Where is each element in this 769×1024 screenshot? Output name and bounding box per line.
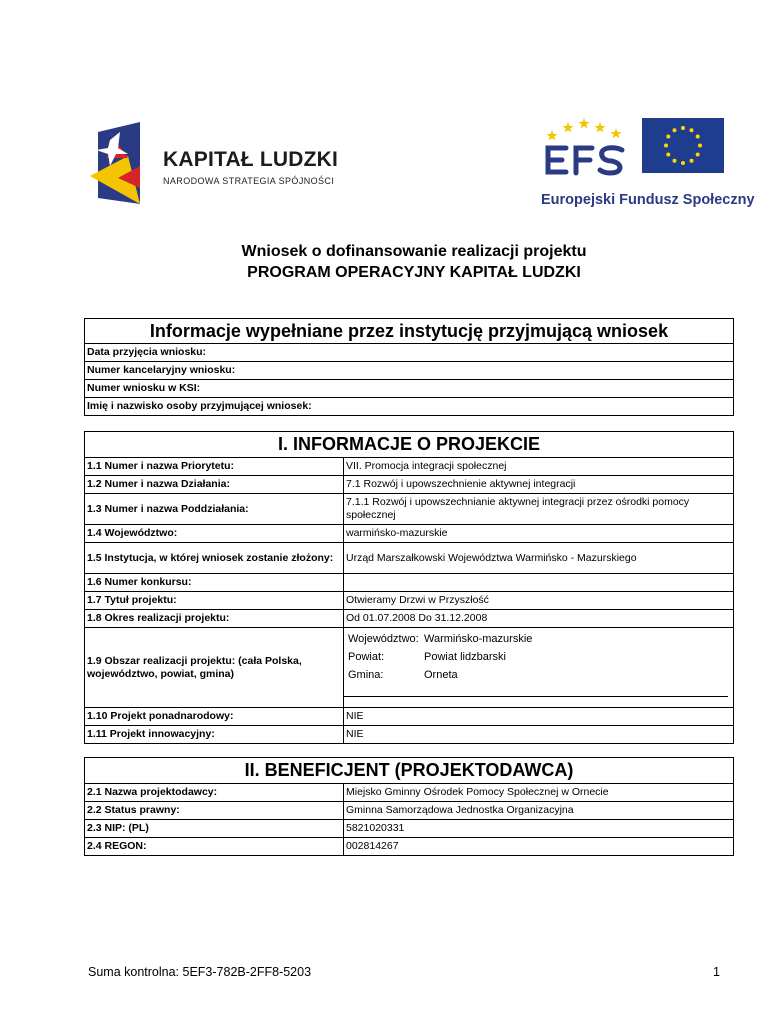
project-info-header: I. INFORMACJE O PROJEKCIE (85, 432, 734, 458)
table-row (85, 820, 734, 838)
commune-line (348, 669, 458, 682)
table-row (85, 784, 734, 802)
commune-key: Gmina: (348, 669, 384, 681)
beneficiary-table (84, 757, 734, 856)
receipt-date-label: Data przyjęcia wniosku: (85, 344, 734, 362)
row-value: 5821020331 (344, 820, 734, 838)
efs-logo (540, 116, 630, 180)
kapital-ludzki-title: KAPITAŁ LUDZKI (163, 148, 339, 171)
row-label: 1.2 Numer i nazwa Działania: (85, 476, 344, 494)
page-number: 1 (713, 965, 720, 979)
institution-table (84, 318, 734, 416)
row-value: Otwieramy Drzwi w Przyszłość (344, 592, 734, 610)
row-value (344, 574, 734, 592)
row-value: 7.1 Rozwój i upowszechnienie aktywnej integracji (344, 476, 734, 494)
row-value: warmińsko-mazurskie (344, 525, 734, 543)
row-value: NIE (344, 708, 734, 726)
row-label: 1.5 Instytucja, w której wniosek zostanie złożony: (85, 543, 344, 574)
institution-header: Informacje wypełniane przez instytucję przyjmującą wniosek (85, 319, 734, 344)
voivodeship-value: Warmińsko-mazurskie (424, 633, 533, 645)
table-row (85, 610, 734, 628)
kapital-ludzki-subtitle: NARODOWA STRATEGIA SPÓJNOŚCI (163, 176, 335, 186)
row-value: NIE (344, 726, 734, 744)
row-value: 7.1.1 Rozwój i upowszechnianie aktywnej integracji przez ośrodki pomocy społecznej (344, 494, 734, 525)
row-value: Od 01.07.2008 Do 31.12.2008 (344, 610, 734, 628)
project-info-table (84, 431, 734, 744)
row-label: 2.3 NIP: (PL) (85, 820, 344, 838)
voivodeship-line (348, 633, 532, 646)
table-row (85, 574, 734, 592)
ksi-number-label: Numer wniosku w KSI: (85, 380, 734, 398)
area-label: 1.9 Obszar realizacji projektu: (cała Polska, województwo, powiat, gmina) (85, 628, 344, 708)
checksum: Suma kontrolna: 5EF3-782B-2FF8-5203 (88, 965, 312, 979)
row-label: 1.11 Projekt innowacyjny: (85, 726, 344, 744)
table-row (85, 802, 734, 820)
row-label: 1.3 Numer i nazwa Poddziałania: (85, 494, 344, 525)
table-row (85, 708, 734, 726)
row-label: 1.10 Projekt ponadnarodowy: (85, 708, 344, 726)
table-row (85, 838, 734, 856)
area-box (344, 628, 728, 697)
document-title: Wniosek o dofinansowanie realizacji projektu (241, 243, 587, 260)
efs-caption: Europejski Fundusz Społeczny (541, 192, 755, 208)
row-value: Gminna Samorządowa Jednostka Organizacyjna (344, 802, 734, 820)
table-row (85, 592, 734, 610)
row-label: 1.6 Numer konkursu: (85, 574, 344, 592)
receiver-name-label: Imię i nazwisko osoby przyjmującej wniosek: (85, 398, 734, 416)
voivodeship-key: Województwo: (348, 633, 419, 645)
office-number-label: Numer kancelaryjny wniosku: (85, 362, 734, 380)
area-value (344, 628, 734, 708)
row-label: 1.1 Numer i nazwa Priorytetu: (85, 458, 344, 476)
table-row (85, 525, 734, 543)
table-row (85, 628, 734, 708)
county-line (348, 651, 506, 664)
row-value: Urząd Marszałkowski Województwa Warmińsko - Mazurskiego (344, 543, 734, 574)
program-title: PROGRAM OPERACYJNY KAPITAŁ LUDZKI (247, 264, 581, 281)
county-key: Powiat: (348, 651, 385, 663)
table-row (85, 726, 734, 744)
row-value: VII. Promocja integracji społecznej (344, 458, 734, 476)
table-row (85, 458, 734, 476)
row-label: 2.4 REGON: (85, 838, 344, 856)
table-row (85, 543, 734, 574)
row-label: 1.4 Województwo: (85, 525, 344, 543)
row-value: Miejsko Gminny Ośrodek Pomocy Społecznej w Ornecie (344, 784, 734, 802)
beneficiary-header: II. BENEFICJENT (PROJEKTODAWCA) (85, 758, 734, 784)
row-label: 2.2 Status prawny: (85, 802, 344, 820)
row-label: 2.1 Nazwa projektodawcy: (85, 784, 344, 802)
row-label: 1.7 Tytuł projektu: (85, 592, 344, 610)
county-value: Powiat lidzbarski (424, 651, 506, 663)
row-label: 1.8 Okres realizacji projektu: (85, 610, 344, 628)
table-row (85, 476, 734, 494)
eu-flag (642, 118, 724, 173)
row-value: 002814267 (344, 838, 734, 856)
commune-value: Orneta (424, 669, 458, 681)
table-row (85, 494, 734, 525)
